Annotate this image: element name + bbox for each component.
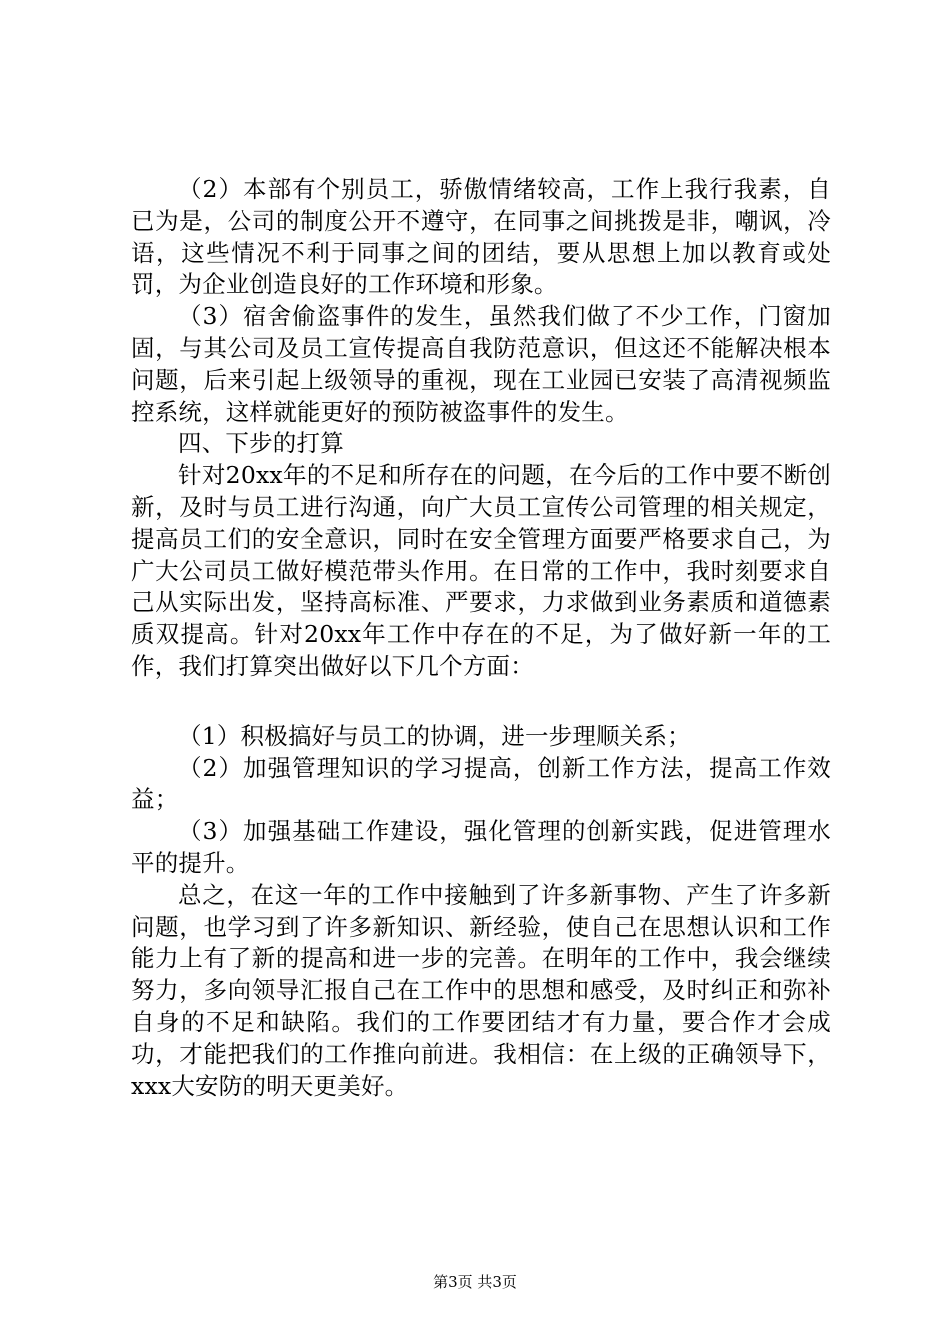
list-item-plan-2: （2）加强管理知识的学习提高，创新工作方法，提高工作效益；	[131, 753, 831, 814]
paragraph-conclusion: 总之，在这一年的工作中接触到了许多新事物、产生了许多新问题，也学习到了许多新知识、新经验，使自己在思想认识和工作能力上有了新的提高和进一步的完善。在明年的工作中，我会继续努力，多向领导汇报自己在工作中的思想和感受，及时纠正和弥补自身的不足和缺陷。我们的工作要团结才有力量，要合作才会成功，才能把我们的工作推向前进。我相信：在上级的正确领导下，xxx大安防的明天更美好。	[131, 880, 831, 1100]
paragraph-issue-2: （2）本部有个别员工，骄傲情绪较高，工作上我行我素，自已为是，公司的制度公开不遵守，在同事之间挑拨是非，嘲讽，冷语，这些情况不利于同事之间的团结，要从思想上加以教育或处罚，为企业创造良好的工作环境和形象。	[131, 175, 831, 299]
list-item-plan-1: （1）积极搞好与员工的协调，进一步理顺关系；	[178, 721, 691, 750]
list-item-plan-3: （3）加强基础工作建设，强化管理的创新实践，促进管理水平的提升。	[131, 817, 831, 877]
paragraph-issue-3: （3）宿舍偷盗事件的发生，虽然我们做了不少工作，门窗加固，与其公司及员工宣传提高自我防范意识，但这还不能解决根本问题，后来引起上级领导的重视，现在工业园已安装了高清视频监控系统，这样就能更好的预防被盗事件的发生。	[131, 302, 831, 426]
page-number-footer: 第3页 共3页	[433, 1273, 517, 1291]
paragraph-spacer	[131, 683, 831, 721]
paragraph-plan-intro: 针对20xx年的不足和所存在的问题，在今后的工作中要不断创新，及时与员工进行沟通，向广大员工宣传公司管理的相关规定，提高员工们的安全意识，同时在安全管理方面要严格要求自己，为广大公司员工做好模范带头作用。在日常的工作中，我时刻要求自己从实际出发，坚持高标准、严要求，力求做到业务素质和道德素质双提高。针对20xx年工作中存在的不足，为了做好新一年的工作，我们打算突出做好以下几个方面：	[131, 461, 831, 680]
document-body	[131, 174, 831, 1102]
section-heading-next-steps: 四、下步的打算	[178, 429, 344, 458]
